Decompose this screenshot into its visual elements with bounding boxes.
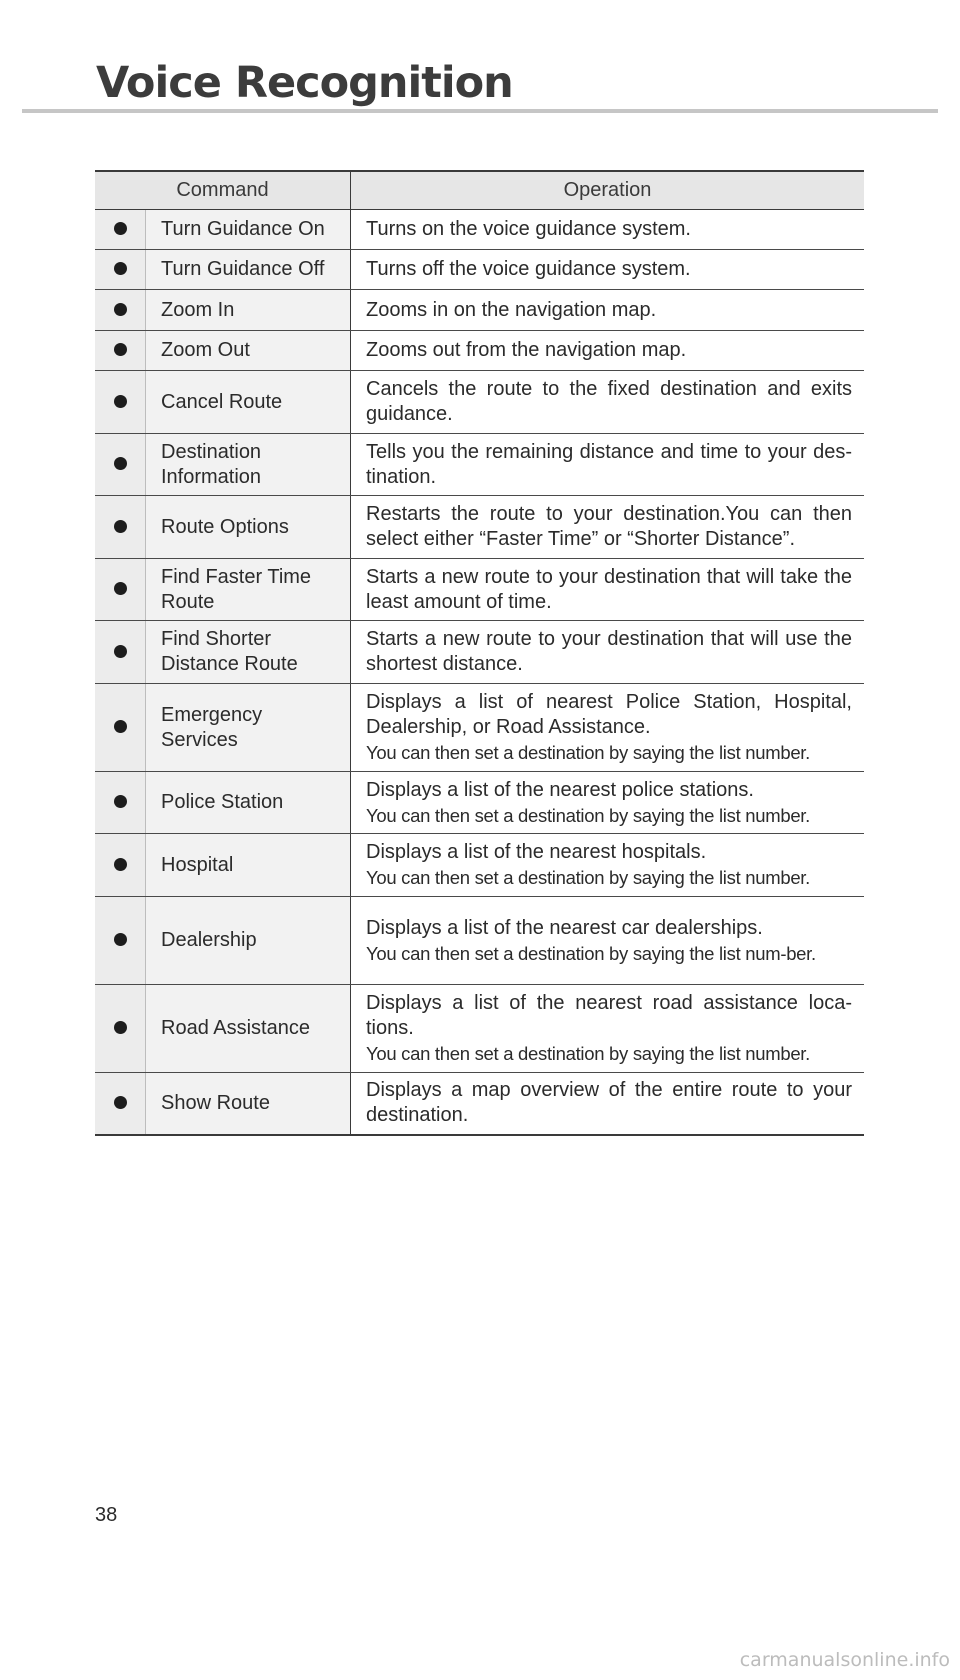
command-cell: Find Faster Time Route <box>146 559 351 621</box>
command-cell: Cancel Route <box>146 371 351 434</box>
row-bullet-cell <box>95 496 146 559</box>
table-header-row <box>95 171 864 210</box>
command-cell: Hospital <box>146 834 351 897</box>
watermark: carmanualsonline.info <box>739 1649 950 1671</box>
bullet-icon <box>114 858 127 871</box>
command-cell: Turn Guidance Off <box>146 250 351 290</box>
row-bullet-cell <box>95 371 146 434</box>
operation-note: You can then set a destination by saying the list number. <box>366 742 810 763</box>
command-cell: Destination Information <box>146 434 351 496</box>
table-row <box>95 559 864 621</box>
column-header-operation: Operation <box>351 171 865 210</box>
row-bullet-cell <box>95 1073 146 1135</box>
table-row <box>95 897 864 985</box>
operation-text: Cancels the route to the fixed destination and exits guidance. <box>366 378 852 425</box>
bullet-icon <box>114 303 127 316</box>
row-bullet-cell <box>95 684 146 772</box>
operation-cell <box>351 331 865 371</box>
table-row <box>95 772 864 834</box>
table-row <box>95 684 864 772</box>
command-cell: Zoom Out <box>146 331 351 371</box>
operation-cell <box>351 559 865 621</box>
operation-cell <box>351 250 865 290</box>
command-cell: Dealership <box>146 897 351 985</box>
row-bullet-cell <box>95 772 146 834</box>
operation-text: Starts a new route to your destination that will take the least amount of time. <box>366 565 852 613</box>
row-bullet-cell <box>95 559 146 621</box>
command-cell: Police Station <box>146 772 351 834</box>
bullet-icon <box>114 395 127 408</box>
command-cell: Road Assistance <box>146 985 351 1073</box>
operation-cell <box>351 496 865 559</box>
operation-cell <box>351 834 865 897</box>
bullet-icon <box>114 1021 127 1034</box>
operation-text: Starts a new route to your destination that will use the shortest distance. <box>366 628 852 675</box>
bullet-icon <box>114 795 127 808</box>
bullet-icon <box>114 1096 127 1109</box>
table-row <box>95 834 864 897</box>
operation-note: You can then set a destination by saying the list num-ber. <box>366 942 816 964</box>
table-row <box>95 290 864 331</box>
operation-text: Tells you the remaining distance and time to your des-tination. <box>366 440 852 488</box>
column-header-command: Command <box>95 171 351 210</box>
operation-cell <box>351 434 865 496</box>
operation-cell <box>351 772 865 834</box>
operation-cell <box>351 371 865 434</box>
operation-cell <box>351 290 865 331</box>
operation-text: Displays a list of the nearest hospitals. <box>366 841 707 863</box>
row-bullet-cell <box>95 897 146 985</box>
operation-text: Displays a list of nearest Police Station, Hospital, Dealership, or Road Assistance. <box>366 691 852 738</box>
operation-cell <box>351 1073 865 1135</box>
row-bullet-cell <box>95 434 146 496</box>
operation-text: Displays a list of the nearest car dealerships. <box>366 916 763 939</box>
row-bullet-cell <box>95 210 146 250</box>
row-bullet-cell <box>95 985 146 1073</box>
bullet-icon <box>114 645 127 658</box>
row-bullet-cell <box>95 834 146 897</box>
operation-cell <box>351 210 865 250</box>
title-divider <box>22 109 938 113</box>
bullet-icon <box>114 520 127 533</box>
operation-text: Displays a map overview of the entire route to your destination. <box>366 1079 852 1127</box>
operation-cell <box>351 897 865 985</box>
bullet-icon <box>114 262 127 275</box>
table-row <box>95 621 864 684</box>
table-row <box>95 434 864 496</box>
command-cell: Turn Guidance On <box>146 210 351 250</box>
table-row <box>95 210 864 250</box>
operation-text: Turns on the voice guidance system. <box>366 218 691 240</box>
table-row <box>95 331 864 371</box>
table-row <box>95 496 864 559</box>
command-cell: Find Shorter Distance Route <box>146 621 351 684</box>
operation-cell <box>351 985 865 1073</box>
operation-note: You can then set a destination by saying the list number. <box>366 804 810 826</box>
operation-text: Displays a list of the nearest police stations. <box>366 778 754 801</box>
bullet-icon <box>114 720 127 733</box>
page-title: Voice Recognition <box>96 58 513 108</box>
bullet-icon <box>114 933 127 946</box>
operation-text: Turns off the voice guidance system. <box>366 258 691 280</box>
command-cell: Route Options <box>146 496 351 559</box>
bullet-icon <box>114 582 127 595</box>
operation-cell <box>351 621 865 684</box>
command-cell: Zoom In <box>146 290 351 331</box>
table-row <box>95 1073 864 1135</box>
row-bullet-cell <box>95 621 146 684</box>
command-cell: Show Route <box>146 1073 351 1135</box>
voice-command-table <box>95 170 864 1136</box>
table-row <box>95 985 864 1073</box>
row-bullet-cell <box>95 250 146 290</box>
command-cell: Emergency Services <box>146 684 351 772</box>
operation-text: Zooms in on the navigation map. <box>366 298 657 321</box>
operation-note: You can then set a destination by saying the list number. <box>366 867 810 888</box>
bullet-icon <box>114 222 127 235</box>
operation-note: You can then set a destination by saying the list number. <box>366 1043 810 1064</box>
table-row <box>95 250 864 290</box>
operation-text: Restarts the route to your destination.You can then select either “Faster Time” or “Shorter Distance”. <box>366 503 852 550</box>
operation-text: Displays a list of the nearest road assistance loca-tions. <box>366 992 852 1039</box>
table-row <box>95 371 864 434</box>
page-number: 38 <box>95 1504 118 1526</box>
row-bullet-cell <box>95 290 146 331</box>
row-bullet-cell <box>95 331 146 371</box>
operation-cell <box>351 684 865 772</box>
operation-text: Zooms out from the navigation map. <box>366 339 687 361</box>
bullet-icon <box>114 343 127 356</box>
bullet-icon <box>114 457 127 470</box>
